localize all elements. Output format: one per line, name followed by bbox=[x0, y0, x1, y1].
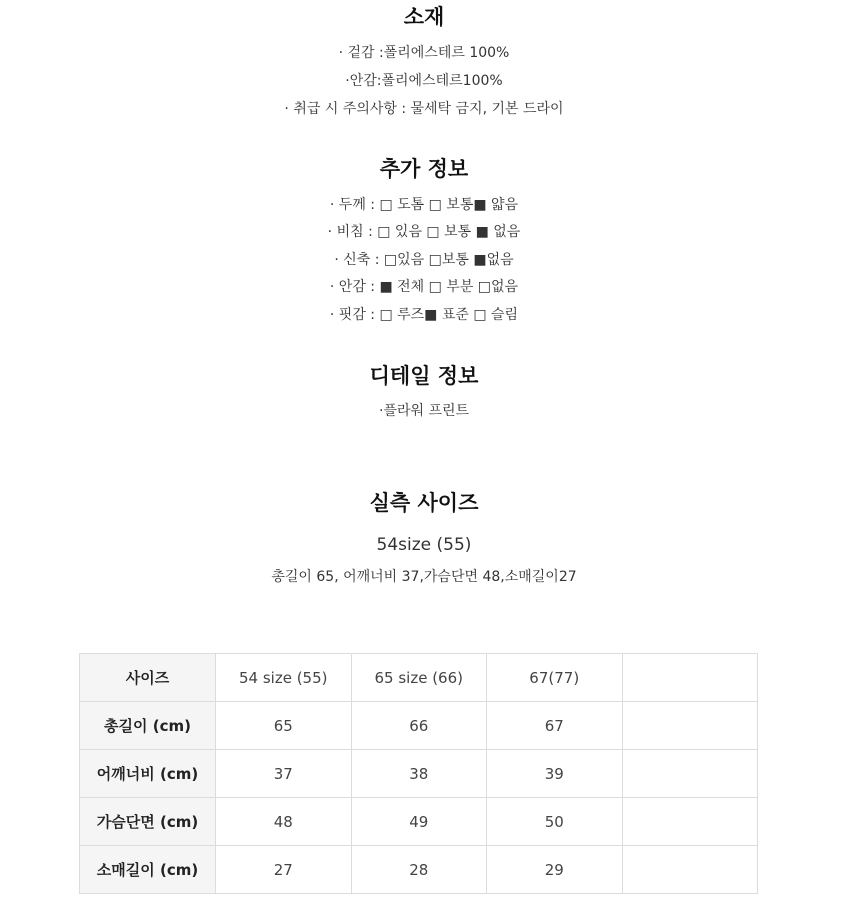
detail-line: ·플라워 프린트 bbox=[378, 403, 470, 419]
table-cell: 67 bbox=[487, 702, 623, 750]
table-cell bbox=[622, 846, 758, 894]
table-header-cell bbox=[622, 654, 758, 702]
table-row bbox=[80, 702, 758, 750]
table-cell: 48 bbox=[216, 798, 352, 846]
table-row bbox=[80, 846, 758, 894]
material-outer-line: · 겉감 :폴리에스테르 100% bbox=[338, 45, 510, 61]
stretch-line: · 신축 : □있음 □보통 ■없음 bbox=[334, 252, 514, 268]
table-cell: 65 bbox=[216, 702, 352, 750]
table-cell: 38 bbox=[351, 750, 487, 798]
table-cell: 66 bbox=[351, 702, 487, 750]
detail-info-title: 디테일 정보 bbox=[369, 364, 479, 388]
size-summary: 총길이 65, 어깨너비 37,가슴단면 48,소매길이27 bbox=[271, 569, 577, 585]
table-row bbox=[80, 750, 758, 798]
material-lining-line: ·안감:폴리에스테르100% bbox=[345, 73, 503, 89]
table-header-cell: 사이즈 bbox=[80, 654, 216, 702]
table-header-row bbox=[80, 654, 758, 702]
material-care-line: · 취급 시 주의사항 : 물세탁 금지, 기본 드라이 bbox=[284, 101, 564, 117]
table-cell bbox=[622, 750, 758, 798]
table-cell: 27 bbox=[216, 846, 352, 894]
sheerness-line: · 비침 : □ 있음 □ 보통 ■ 없음 bbox=[327, 224, 521, 240]
table-cell bbox=[622, 798, 758, 846]
table-cell: 39 bbox=[487, 750, 623, 798]
table-cell: 29 bbox=[487, 846, 623, 894]
size-title: 실측 사이즈 bbox=[369, 491, 479, 515]
table-cell bbox=[622, 702, 758, 750]
table-row-label: 가슴단면 (cm) bbox=[80, 798, 216, 846]
table-cell: 50 bbox=[487, 798, 623, 846]
table-header-cell: 67(77) bbox=[487, 654, 623, 702]
material-title: 소재 bbox=[403, 5, 445, 29]
table-row bbox=[80, 798, 758, 846]
table-row-label: 어깨너비 (cm) bbox=[80, 750, 216, 798]
table-cell: 37 bbox=[216, 750, 352, 798]
thickness-line: · 두께 : □ 도톰 □ 보통■ 얇음 bbox=[329, 197, 519, 213]
fit-line: · 핏감 : □ 루즈■ 표준 □ 슬림 bbox=[329, 307, 519, 323]
size-subtitle: 54size (55) bbox=[376, 535, 472, 555]
table-cell: 28 bbox=[351, 846, 487, 894]
table-row-label: 총길이 (cm) bbox=[80, 702, 216, 750]
lining-line: · 안감 : ■ 전체 □ 부분 □없음 bbox=[329, 279, 519, 295]
table-row-label: 소매길이 (cm) bbox=[80, 846, 216, 894]
table-header-cell: 54 size (55) bbox=[216, 654, 352, 702]
extra-info-title: 추가 정보 bbox=[379, 157, 469, 181]
size-table bbox=[79, 653, 758, 894]
table-cell: 49 bbox=[351, 798, 487, 846]
table-header-cell: 65 size (66) bbox=[351, 654, 487, 702]
